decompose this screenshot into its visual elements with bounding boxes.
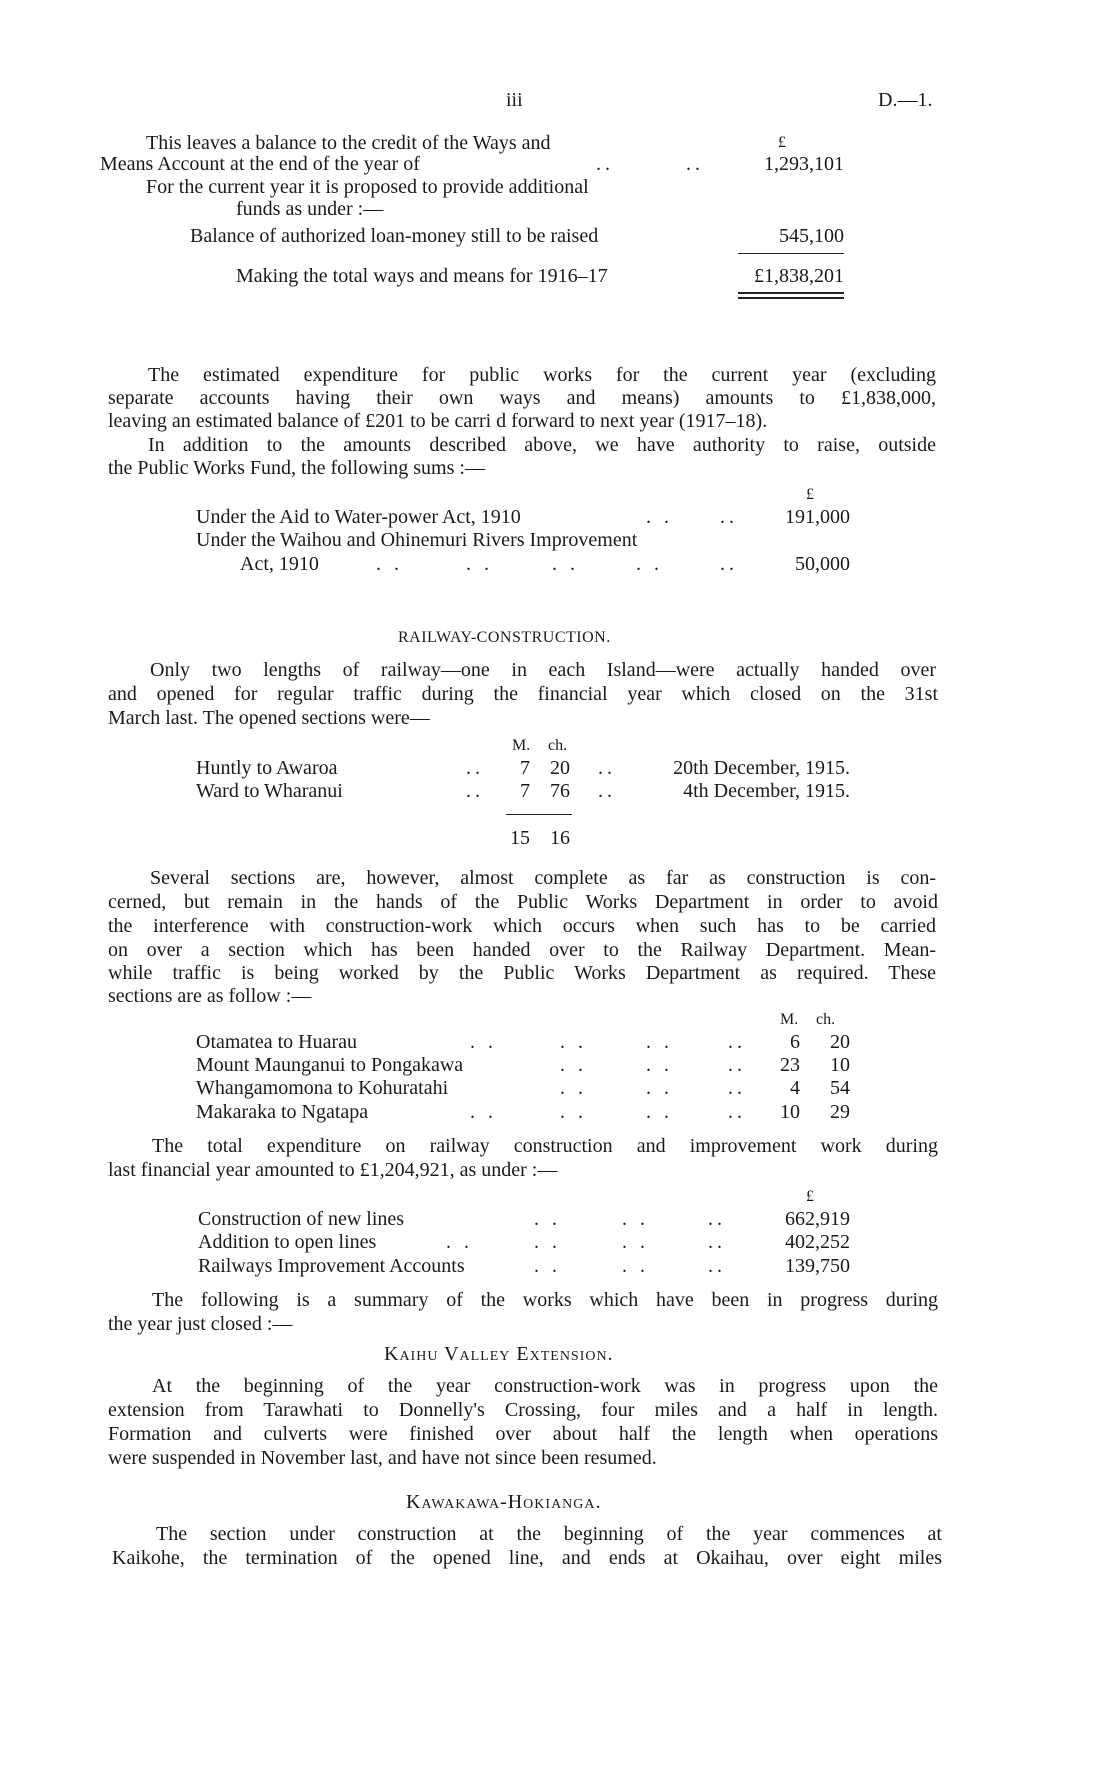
leader-dots: . . xyxy=(560,1031,587,1053)
text-line: the Public Works Fund, the following sums :— xyxy=(108,457,485,479)
leader-dots: .. xyxy=(598,757,616,779)
text-line: cerned, but remain in the hands of the Public Works Department in order to avoid xyxy=(108,891,938,913)
document-reference: D.—1. xyxy=(878,89,933,111)
expense-label: Construction of new lines xyxy=(198,1208,405,1230)
expense-value: 402,252 xyxy=(785,1231,850,1253)
column-header-chains: ch. xyxy=(816,1011,836,1028)
text-line: leaving an estimated balance of £201 to be carri d forward to next year (1917–18). xyxy=(108,410,768,432)
leader-dots: . . xyxy=(622,1208,649,1230)
section-name: Mount Maunganui to Pongakawa xyxy=(196,1054,464,1076)
section-chains: 20 xyxy=(830,1031,850,1053)
section-heading: RAILWAY-CONSTRUCTION. xyxy=(398,629,611,646)
section-name: Otamatea to Huarau xyxy=(196,1031,358,1053)
leader-dots: .. xyxy=(720,553,738,575)
total-ways-means-value: £1,838,201 xyxy=(754,265,844,287)
text-line: At the beginning of the year construction-work was in progress upon the xyxy=(152,1375,938,1397)
total-chains: 16 xyxy=(550,827,570,849)
leader-dots: . . xyxy=(646,1077,673,1099)
double-rule-top xyxy=(738,292,844,294)
ways-means-line-6: Making the total ways and means for 1916–17 xyxy=(236,265,608,287)
text-line: March last. The opened sections were— xyxy=(108,707,430,729)
leader-dots: . . xyxy=(636,553,663,575)
text-line: The estimated expenditure for public works for the current year (excluding xyxy=(148,364,936,386)
authority-row-1-value: 191,000 xyxy=(785,506,850,528)
section-date: 4th December, 1915. xyxy=(683,780,850,802)
leader-dots: .. xyxy=(466,757,484,779)
section-name: Ward to Wharanui xyxy=(196,780,343,802)
section-chains: 20 xyxy=(550,757,570,779)
text-line: separate accounts having their own ways and means) amounts to £1,838,000, xyxy=(108,387,936,409)
authority-row-1-label: Under the Aid to Water-power Act, 1910 xyxy=(196,506,521,528)
text-line: Only two lengths of railway—one in each Island—were actually handed over xyxy=(150,659,936,681)
currency-symbol: £ xyxy=(806,486,814,503)
text-line: Kaikohe, the termination of the opened line, and ends at Okaihau, over eight miles xyxy=(112,1547,942,1569)
expense-value: 662,919 xyxy=(785,1208,850,1230)
leader-dots: . . xyxy=(534,1208,561,1230)
leader-dots: . . xyxy=(446,1231,473,1253)
leader-dots: .. xyxy=(686,153,704,175)
section-date: 20th December, 1915. xyxy=(673,757,850,779)
section-name: Makaraka to Ngatapa xyxy=(196,1101,369,1123)
text-line: and opened for regular traffic during the financial year which closed on the 31st xyxy=(108,683,938,705)
leader-dots: .. xyxy=(728,1077,746,1099)
section-miles: 7 xyxy=(520,757,530,779)
expense-label: Railways Improvement Accounts xyxy=(198,1255,465,1277)
authority-row-2-label-cont: Act, 1910 xyxy=(240,553,319,575)
ways-means-line-1: This leaves a balance to the credit of the Ways and xyxy=(146,132,551,154)
leader-dots: . . xyxy=(534,1255,561,1277)
loan-value: 545,100 xyxy=(779,225,844,247)
authority-row-2-label: Under the Waihou and Ohinemuri Rivers Improvement xyxy=(196,529,638,551)
leader-dots: .. xyxy=(728,1054,746,1076)
leader-dots: . . xyxy=(622,1255,649,1277)
column-header-miles: M. xyxy=(780,1011,799,1028)
text-line: In addition to the amounts described above, we have authority to raise, outside xyxy=(148,434,936,456)
leader-dots: . . xyxy=(376,553,403,575)
section-name: Huntly to Awaroa xyxy=(196,757,338,779)
text-line: on over a section which has been handed over to the Railway Department. Mean- xyxy=(108,939,936,961)
text-line: last financial year amounted to £1,204,921, as under :— xyxy=(108,1159,558,1181)
section-miles: 23 xyxy=(780,1054,800,1076)
ways-means-line-3: For the current year it is proposed to provide additional xyxy=(146,176,589,198)
ways-means-line-2: Means Account at the end of the year of xyxy=(100,153,420,175)
leader-dots: . . xyxy=(646,1101,673,1123)
leader-dots: .. xyxy=(728,1101,746,1123)
leader-dots: . . xyxy=(646,1031,673,1053)
currency-symbol: £ xyxy=(806,1188,814,1205)
authority-row-2-value: 50,000 xyxy=(795,553,850,575)
subsection-heading: Kaihu Valley Extension. xyxy=(384,1343,614,1365)
section-chains: 54 xyxy=(830,1077,850,1099)
leader-dots: . . xyxy=(466,553,493,575)
section-chains: 76 xyxy=(550,780,570,802)
leader-dots: .. xyxy=(466,780,484,802)
leader-dots: .. xyxy=(720,506,738,528)
leader-dots: . . xyxy=(646,1054,673,1076)
currency-symbol: £ xyxy=(778,134,786,151)
leader-dots: . . xyxy=(560,1077,587,1099)
leader-dots: . . xyxy=(646,506,673,528)
column-header-miles: M. xyxy=(512,737,531,754)
leader-dots: .. xyxy=(708,1231,726,1253)
ways-means-line-4: funds as under :— xyxy=(236,198,384,220)
total-miles: 15 xyxy=(510,827,530,849)
leader-dots: .. xyxy=(596,153,614,175)
leader-dots: .. xyxy=(728,1031,746,1053)
total-rule xyxy=(506,814,572,815)
leader-dots: . . xyxy=(560,1101,587,1123)
leader-dots: . . xyxy=(622,1231,649,1253)
ways-means-line-5: Balance of authorized loan-money still to be raised xyxy=(190,225,599,247)
leader-dots: . . xyxy=(552,553,579,575)
section-miles: 6 xyxy=(790,1031,800,1053)
sum-rule xyxy=(738,253,844,254)
page-number: iii xyxy=(506,89,523,111)
balance-value: 1,293,101 xyxy=(764,153,844,175)
section-chains: 29 xyxy=(830,1101,850,1123)
column-header-chains: ch. xyxy=(548,737,568,754)
text-line: The total expenditure on railway construction and improvement work during xyxy=(152,1135,938,1157)
text-line: Several sections are, however, almost complete as far as construction is con- xyxy=(150,867,936,889)
section-miles: 4 xyxy=(790,1077,800,1099)
leader-dots: . . xyxy=(534,1231,561,1253)
text-line: the interference with construction-work which occurs when such has to be carried xyxy=(108,915,936,937)
subsection-heading: Kawakawa-Hokianga. xyxy=(406,1491,602,1513)
section-name: Whangamomona to Kohuratahi xyxy=(196,1077,449,1099)
leader-dots: . . xyxy=(470,1101,497,1123)
leader-dots: .. xyxy=(708,1208,726,1230)
leader-dots: .. xyxy=(708,1255,726,1277)
expense-value: 139,750 xyxy=(785,1255,850,1277)
text-line: the year just closed :— xyxy=(108,1313,293,1335)
text-line: The section under construction at the beginning of the year commences at xyxy=(156,1523,942,1545)
text-line: The following is a summary of the works which have been in progress during xyxy=(152,1289,938,1311)
text-line: Formation and culverts were finished over about half the length when operations xyxy=(108,1423,938,1445)
text-line: extension from Tarawhati to Donnelly's Crossing, four miles and a half in length. xyxy=(108,1399,938,1421)
text-line: while traffic is being worked by the Public Works Department as required. These xyxy=(108,962,936,984)
section-chains: 10 xyxy=(830,1054,850,1076)
expense-label: Addition to open lines xyxy=(198,1231,377,1253)
text-line: sections are as follow :— xyxy=(108,985,312,1007)
double-rule-bottom xyxy=(738,297,844,299)
leader-dots: .. xyxy=(598,780,616,802)
leader-dots: . . xyxy=(470,1031,497,1053)
leader-dots: . . xyxy=(560,1054,587,1076)
section-miles: 10 xyxy=(780,1101,800,1123)
text-line: were suspended in November last, and have not since been resumed. xyxy=(108,1447,657,1469)
section-miles: 7 xyxy=(520,780,530,802)
